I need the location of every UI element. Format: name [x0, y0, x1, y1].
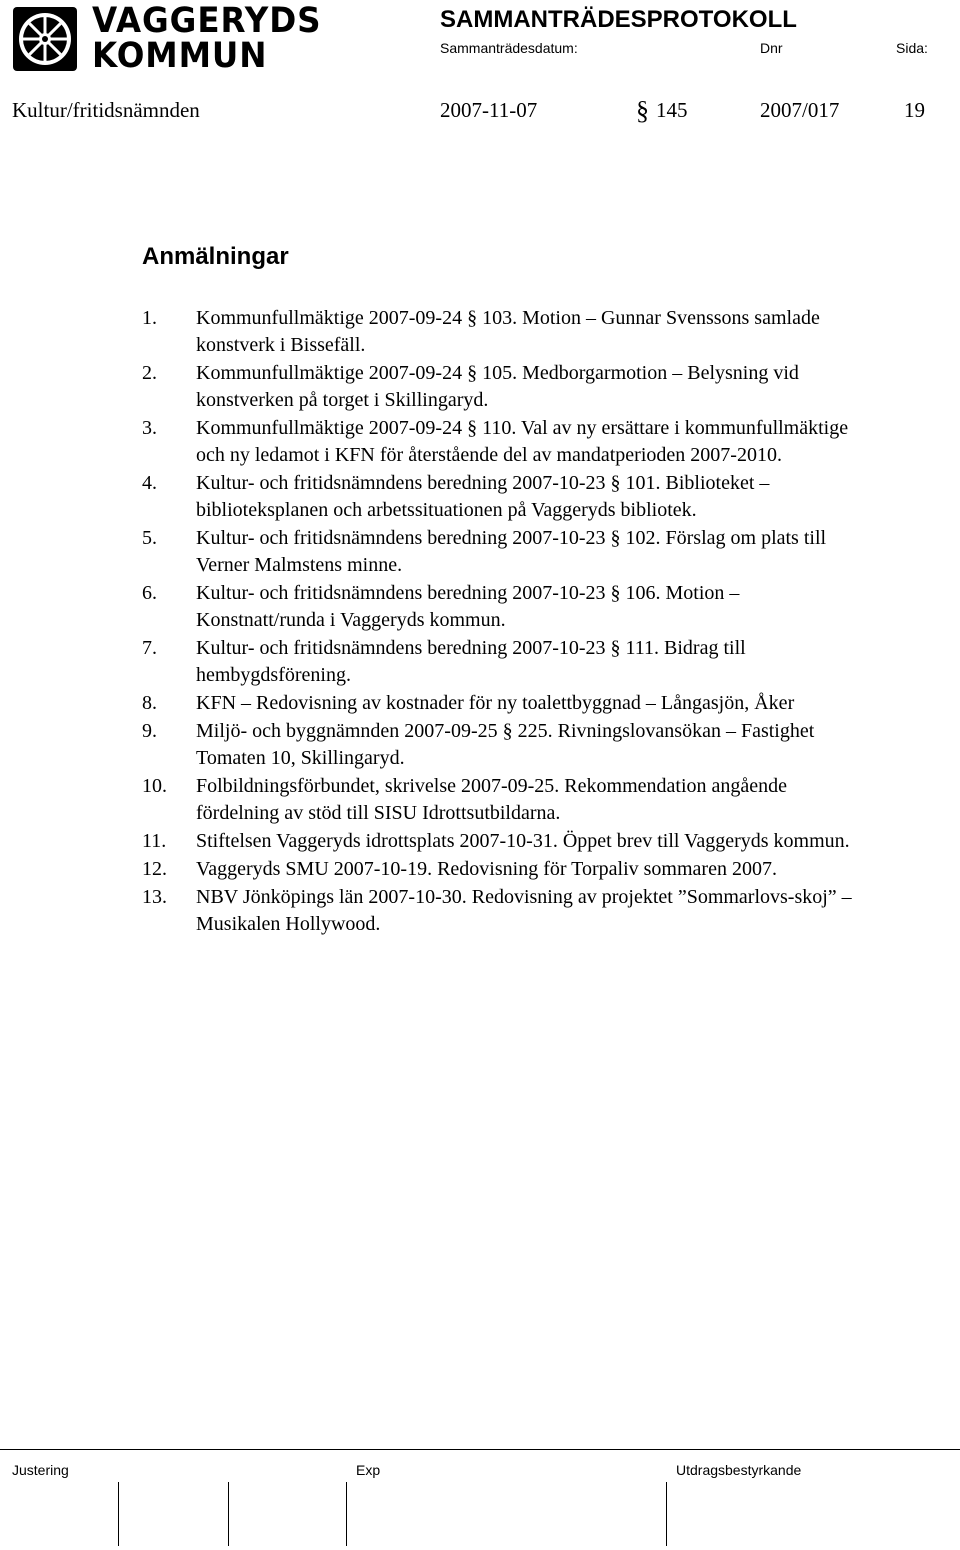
list-item: [142, 884, 862, 938]
item-text: Stiftelsen Vaggeryds idrottsplats 2007-10-31. Öppet brev till Vaggeryds kommun.: [196, 830, 850, 852]
item-text: Miljö- och byggnämnden 2007-09-25 § 225. Rivningslovansökan – Fastighet Tomaten 10, Skillingaryd.: [196, 720, 815, 769]
committee-name: Kultur/fritidsnämnden: [12, 98, 200, 122]
list-item: [142, 360, 862, 414]
dnr-label: Dnr: [760, 40, 783, 56]
item-number: 11.: [142, 830, 167, 852]
list-item: [142, 525, 862, 579]
page-number: 19: [904, 98, 925, 122]
list-item: [142, 718, 862, 772]
item-number: 5.: [142, 527, 157, 549]
item-number: 13.: [142, 886, 167, 908]
item-number: 8.: [142, 692, 157, 714]
logo-line-1: VAGGERYDS: [92, 1, 322, 41]
dnr-value: 2007/017: [760, 98, 840, 122]
document-title: SAMMANTRÄDESPROTOKOLL: [440, 6, 797, 33]
item-number: 7.: [142, 637, 157, 659]
list-item: [142, 773, 862, 827]
item-text: Kommunfullmäktige 2007-09-24 § 110. Val av ny ersättare i kommunfullmäktige och ny ledamot i KFN för återstående del av mandatperioden 2007-2010.: [196, 417, 849, 466]
list-item: [142, 415, 862, 469]
signature-divider: [228, 1482, 229, 1546]
item-text: Kommunfullmäktige 2007-09-24 § 103. Motion – Gunnar Svenssons samlade konstverk i Bissefäll.: [196, 307, 820, 356]
item-number: 6.: [142, 582, 157, 604]
list-item: [142, 828, 862, 855]
item-text: Kultur- och fritidsnämndens beredning 2007-10-23 § 106. Motion – Konstnatt/runda i Vaggeryds kommun.: [196, 582, 740, 631]
meeting-date-label: Sammanträdesdatum:: [440, 40, 578, 56]
item-number: 2.: [142, 362, 157, 384]
section-number: 145: [656, 98, 688, 122]
list-item: [142, 635, 862, 689]
list-item: [142, 305, 862, 359]
item-text: Kultur- och fritidsnämndens beredning 2007-10-23 § 111. Bidrag till hembygdsförening.: [196, 637, 746, 686]
signature-divider: [666, 1482, 667, 1546]
item-text: Vaggeryds SMU 2007-10-19. Redovisning för Torpaliv sommaren 2007.: [196, 858, 777, 880]
municipal-seal-icon: [12, 6, 78, 72]
notification-list: [142, 305, 862, 939]
exp-label: Exp: [356, 1462, 381, 1478]
municipality-logo-text: [92, 1, 322, 76]
list-item: [142, 470, 862, 524]
utdragsbestyrkande-label: Utdragsbestyrkande: [676, 1462, 802, 1478]
list-item: [142, 580, 862, 634]
section-heading: Anmälningar: [142, 243, 289, 270]
item-number: 3.: [142, 417, 157, 439]
item-number: 9.: [142, 720, 157, 742]
page-label: Sida:: [896, 40, 928, 56]
page-header: [0, 0, 960, 130]
item-text: Kultur- och fritidsnämndens beredning 2007-10-23 § 101. Biblioteket – biblioteksplanen och arbetssituationen på Vaggeryds bibliotek.: [196, 472, 770, 521]
signature-divider: [118, 1482, 119, 1546]
meeting-date: 2007-11-07: [440, 98, 538, 122]
item-text: Folbildningsförbundet, skrivelse 2007-09-25. Rekommendation angående fördelning av stöd till SISU Idrottsutbildarna.: [196, 775, 788, 824]
item-text: Kommunfullmäktige 2007-09-24 § 105. Medborgarmotion – Belysning vid konstverken på torget i Skillingaryd.: [196, 362, 799, 411]
justering-label: Justering: [12, 1462, 69, 1478]
item-number: 10.: [142, 775, 167, 797]
item-text: NBV Jönköpings län 2007-10-30. Redovisning av projektet ”Sommarlovs-skoj” – Musikalen Hollywood.: [196, 886, 852, 935]
logo-line-2: KOMMUN: [92, 36, 268, 76]
item-number: 4.: [142, 472, 157, 494]
list-item: [142, 690, 862, 717]
item-text: KFN – Redovisning av kostnader för ny toalettbyggnad – Långasjön, Åker: [196, 692, 795, 714]
item-number: 1.: [142, 307, 157, 329]
item-text: Kultur- och fritidsnämndens beredning 2007-10-23 § 102. Förslag om plats till Verner Malmstens minne.: [196, 527, 827, 576]
list-item: [142, 856, 862, 883]
footer-divider: [0, 1449, 960, 1450]
section-symbol: §: [636, 96, 649, 125]
item-number: 12.: [142, 858, 167, 880]
signature-divider: [346, 1482, 347, 1546]
